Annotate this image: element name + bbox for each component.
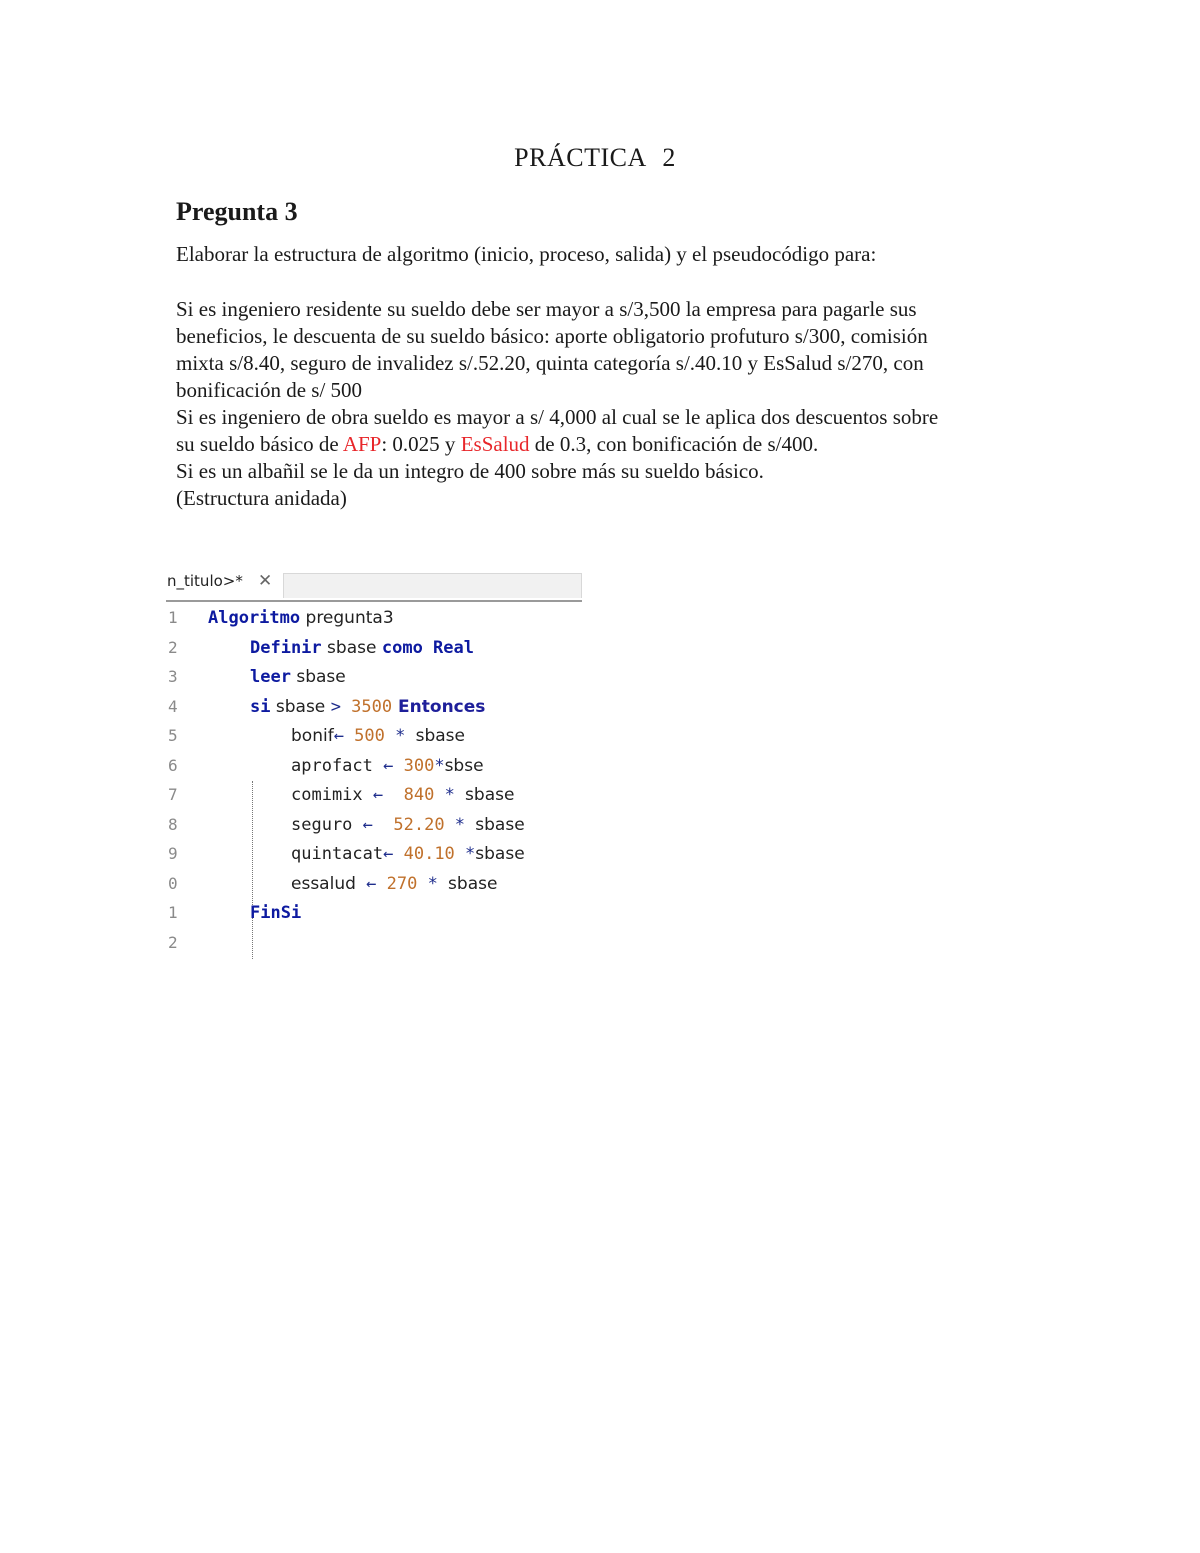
identifier: comimix (291, 785, 363, 805)
keyword: Definir (250, 637, 322, 658)
text-segment: su sueldo básico de (176, 432, 343, 456)
afp-highlight: AFP (342, 432, 382, 456)
code-line (166, 756, 582, 786)
operator: * (454, 844, 476, 864)
identifier: quintacat (291, 844, 384, 864)
text-segment: : 0.025 y (381, 432, 461, 456)
tab-bar-empty-area (283, 573, 582, 598)
operator: * (384, 726, 416, 746)
identifier: sbase (321, 637, 382, 658)
code-text (291, 785, 514, 805)
code-line (166, 726, 582, 756)
identifier: sbase (465, 785, 515, 805)
code-text (291, 815, 525, 835)
line-number: 7 (168, 785, 178, 804)
keyword: Entonces (392, 696, 486, 717)
editor-tab-bar (166, 568, 586, 600)
code-text (291, 844, 525, 864)
statement-line-2: beneficios, le descuenta de su sueldo básico: aporte obligatorio profuturo s/300, comisión (176, 324, 928, 348)
statement-line-1: Si es ingeniero residente su sueldo debe ser mayor a s/3,500 la empresa para pagarle sus (176, 297, 917, 321)
operator: > (330, 696, 352, 717)
number-literal: 52.20 (393, 814, 445, 835)
code-text (250, 697, 485, 717)
line-number: 0 (168, 873, 178, 893)
problem-statement (176, 296, 1056, 512)
code-line (166, 785, 582, 815)
operator: ← (333, 726, 355, 746)
operator: ← (352, 814, 394, 835)
keyword: leer (250, 667, 291, 687)
identifier: sbase (270, 696, 331, 717)
line-number: 4 (168, 696, 178, 716)
essalud-highlight: EsSalud (460, 432, 530, 456)
code-text (291, 756, 484, 776)
operator: * (417, 873, 449, 894)
identifier: sbase (415, 726, 465, 746)
operator: * (434, 785, 466, 805)
keyword: Algoritmo (208, 608, 301, 628)
statement-line-8: (Estructura anidada) (176, 486, 347, 510)
line-number: 6 (168, 755, 178, 775)
identifier: bonif (291, 726, 334, 746)
identifier: aprofact (291, 755, 373, 776)
line-number: 2 (168, 932, 178, 952)
code-text (291, 874, 497, 894)
editor-tab-label[interactable]: n_titulo>* (167, 572, 243, 590)
code-line (166, 667, 582, 697)
code-line (166, 844, 582, 874)
line-number: 9 (168, 844, 178, 863)
intro-text: Elaborar la estructura de algoritmo (inicio, proceso, salida) y el pseudocódigo para: (176, 242, 877, 266)
keyword: como Real (381, 637, 474, 658)
line-number: 1 (168, 903, 178, 922)
operator: ← (355, 873, 387, 894)
question-heading: Pregunta 3 (176, 197, 298, 226)
tab-underline (166, 600, 582, 602)
operator: ← (362, 785, 404, 805)
line-number: 8 (168, 814, 178, 834)
code-line (166, 815, 582, 845)
statement-line-3: mixta s/8.40, seguro de invalidez s/.52.20, quinta categoría s/.40.10 y EsSalud s/270, con (176, 351, 924, 375)
statement-line-6 (176, 431, 1056, 458)
code-text (291, 726, 465, 746)
number-literal: 300 (403, 755, 435, 776)
operator: * (444, 814, 476, 835)
code-line (166, 608, 582, 638)
identifier: seguro (291, 814, 353, 835)
code-text (250, 667, 346, 687)
statement-line-7: Si es un albañil se le da un integro de 400 sobre más su sueldo básico. (176, 459, 764, 483)
text-segment: de 0.3, con bonificación de s/400. (529, 432, 819, 456)
operator: * (434, 755, 445, 776)
line-number: 2 (168, 637, 178, 657)
operator: ← (383, 844, 404, 864)
number-literal: 3500 (351, 696, 393, 717)
page-title: PRÁCTICA 2 (514, 143, 676, 172)
identifier: pregunta3 (300, 608, 394, 628)
code-text (250, 903, 301, 923)
line-number: 5 (168, 726, 178, 745)
statement-line-4: bonificación de s/ 500 (176, 378, 363, 402)
close-icon[interactable]: ✕ (258, 571, 273, 591)
operator: ← (372, 755, 404, 776)
code-area[interactable] (166, 608, 582, 962)
statement-line-5: Si es ingeniero de obra sueldo es mayor a s/ 4,000 al cual se le aplica dos descuentos sobre (176, 405, 939, 429)
code-line (166, 903, 582, 933)
identifier: essalud (291, 873, 356, 894)
line-number: 3 (168, 667, 178, 686)
keyword: si (250, 696, 271, 717)
line-number: 1 (168, 608, 178, 627)
number-literal: 40.10 (403, 844, 455, 864)
identifier: sbase (475, 844, 525, 864)
number-literal: 500 (354, 726, 385, 746)
code-text (208, 608, 394, 628)
code-line (166, 933, 582, 963)
code-text (250, 638, 474, 658)
identifier: sbase (475, 814, 525, 835)
code-line (166, 638, 582, 668)
number-literal: 840 (403, 785, 435, 805)
code-editor-screenshot (166, 568, 586, 958)
identifier: sbse (444, 755, 484, 776)
number-literal: 270 (386, 873, 418, 894)
code-line (166, 874, 582, 904)
keyword: FinSi (250, 903, 302, 923)
identifier: sbase (448, 873, 498, 894)
code-line (166, 697, 582, 727)
identifier: sbase (290, 667, 346, 687)
